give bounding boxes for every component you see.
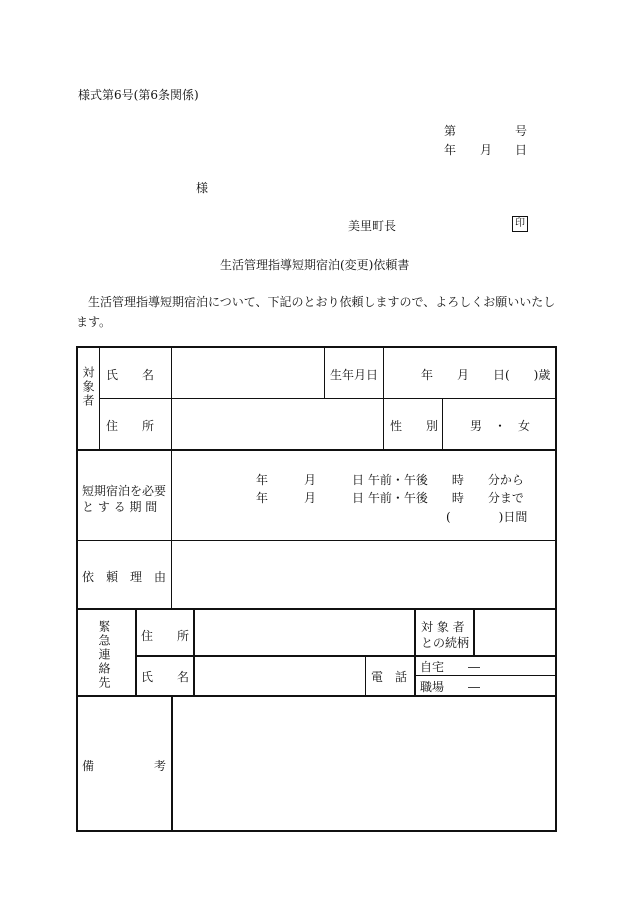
emergency-address-field[interactable] <box>198 614 408 650</box>
reason-field[interactable] <box>176 548 552 602</box>
address-field[interactable] <box>176 406 378 442</box>
address-label: 住 所 <box>106 419 155 433</box>
emergency-address-label: 住 所 <box>141 629 190 643</box>
relation-field[interactable] <box>478 614 552 650</box>
name-label: 氏 名 <box>106 368 155 382</box>
work-phone-field[interactable]: 職場 ― <box>420 680 481 694</box>
relation-label-line2: との続柄 <box>421 636 470 650</box>
birthdate-label: 生年月日 <box>330 368 379 382</box>
period-label-line2: と す る 期 間 <box>82 500 158 514</box>
gender-label: 性 別 <box>390 419 439 433</box>
date-month: 月 <box>480 143 493 157</box>
emergency-name-label: 氏 名 <box>141 670 190 684</box>
home-phone-field[interactable]: 自宅 ― <box>420 660 481 674</box>
remarks-label: 備 考 <box>82 759 167 773</box>
date-year: 年 <box>444 143 457 157</box>
issuer-name: 美里町長 <box>348 219 397 233</box>
emergency-contact-label: 緊急連絡先 <box>97 620 111 690</box>
reason-label: 依 頼 理 由 <box>82 570 167 584</box>
intro-line-1: 生活管理指導短期宿泊について、下記のとおり依頼しますので、よろしくお願いいたし <box>88 295 556 309</box>
period-label-line1: 短期宿泊を必要 <box>82 484 167 498</box>
subject-label: 対象者 <box>81 366 95 408</box>
remarks-field[interactable] <box>176 702 552 826</box>
phone-label: 電 話 <box>371 670 408 684</box>
period-start-field[interactable]: 年 月 日 午前・午後 時 分から <box>256 473 524 487</box>
relation-label-line1: 対 象 者 <box>421 620 465 634</box>
period-days-field[interactable]: ( )日間 <box>446 510 528 524</box>
doc-number-suffix: 号 <box>515 124 528 138</box>
period-end-field[interactable]: 年 月 日 午前・午後 時 分まで <box>256 491 524 505</box>
birthdate-field[interactable]: 年 月 日( )歳 <box>421 368 551 382</box>
document-title: 生活管理指導短期宿泊(変更)依頼書 <box>220 258 410 272</box>
addressee-suffix: 様 <box>196 181 209 195</box>
form-number: 様式第6号(第6条関係) <box>78 88 199 102</box>
doc-number-prefix: 第 <box>444 124 457 138</box>
intro-line-2: ます。 <box>76 315 112 329</box>
date-day: 日 <box>515 143 528 157</box>
emergency-name-field[interactable] <box>198 660 360 690</box>
name-field[interactable] <box>176 360 320 390</box>
gender-field[interactable]: 男 ・ 女 <box>470 419 531 433</box>
seal-mark: 印 <box>512 216 528 232</box>
